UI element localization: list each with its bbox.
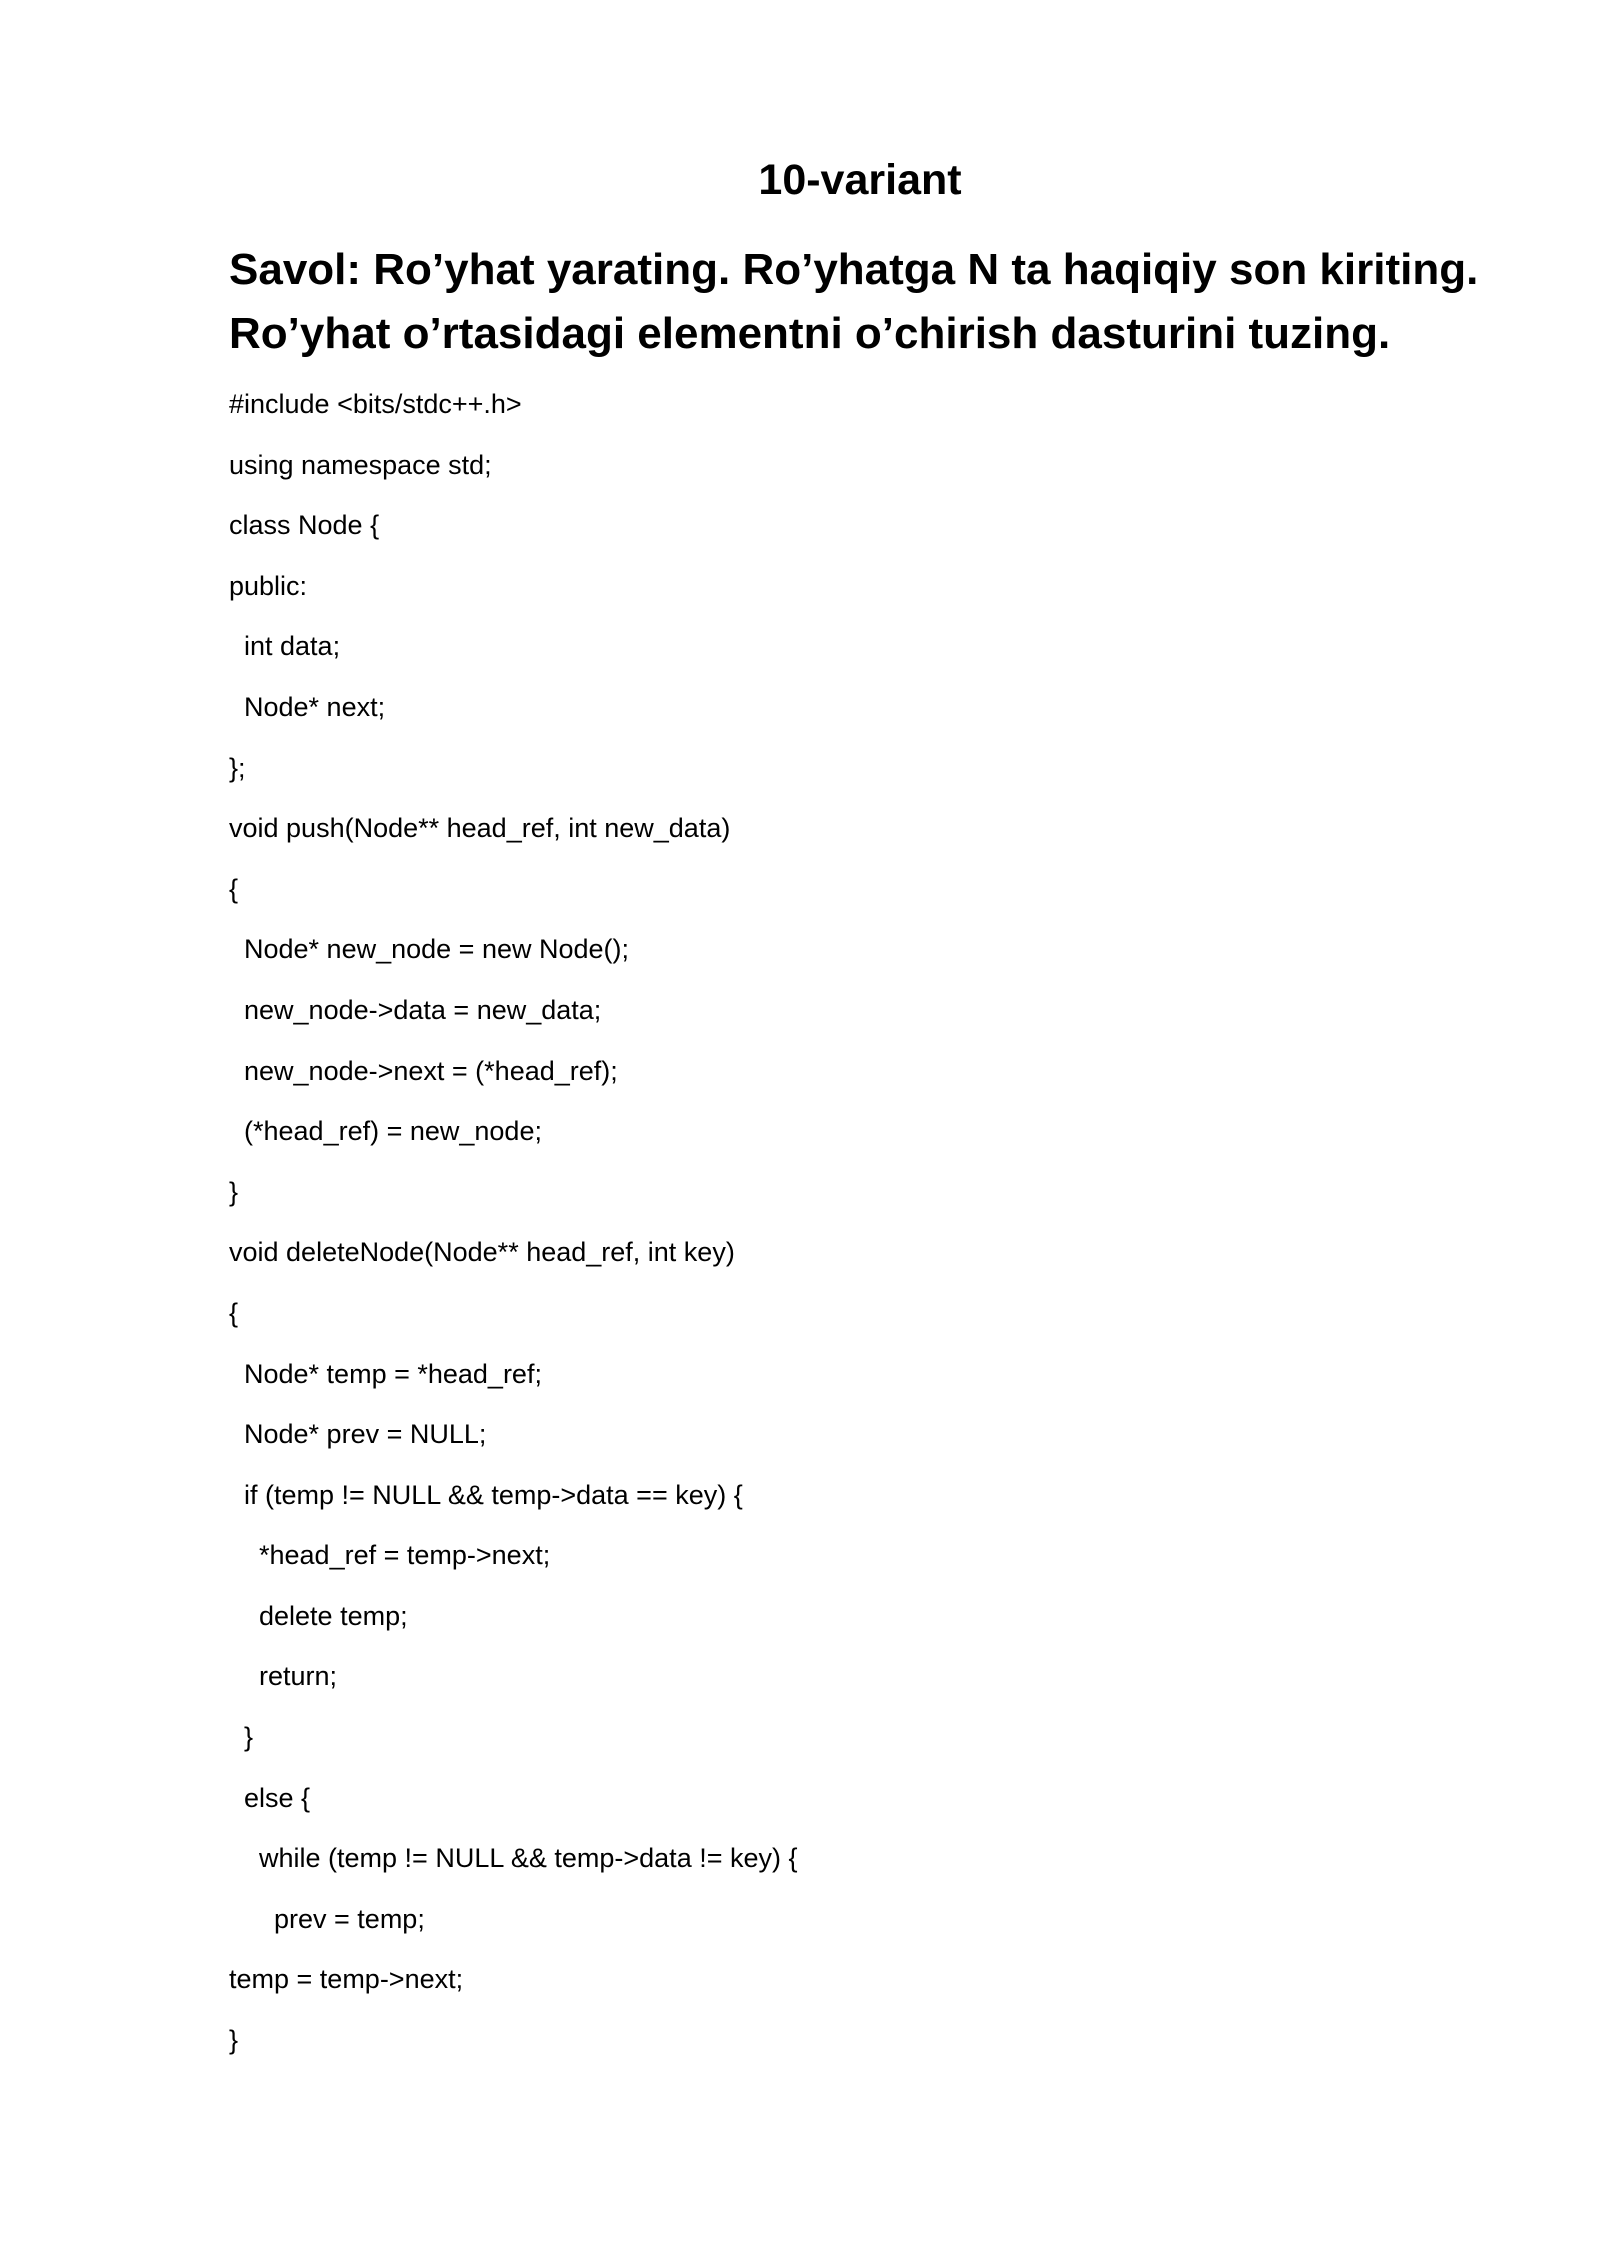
code-line: else { (229, 1782, 311, 1813)
code-line: delete temp; (229, 1600, 408, 1631)
code-line: Node* prev = NULL; (229, 1419, 487, 1450)
code-line: { (229, 873, 239, 904)
question-line: Savol: Ro’yhat yarating. Ro’yhatga N ta haqiqiy son kiriting. (229, 245, 1479, 294)
code-line: if (temp != NULL && temp->data == key) { (229, 1479, 743, 1510)
code-block (229, 381, 1429, 2078)
code-line: while (temp != NULL && temp->data != key) { (229, 1843, 798, 1874)
question-line: Ro’yhat o’rtasidagi elementni o’chirish dasturini tuzing. (229, 309, 1391, 358)
code-line: new_node->next = (*head_ref); (229, 1055, 618, 1086)
code-line: (*head_ref) = new_node; (229, 1116, 542, 1147)
code-line: }; (229, 752, 246, 783)
code-line: Node* next; (229, 691, 386, 722)
code-line: void push(Node** head_ref, int new_data) (229, 813, 731, 844)
code-line: prev = temp; (229, 1903, 425, 1934)
question-text (229, 238, 1489, 366)
code-line: return; (229, 1661, 338, 1692)
code-line: Node* temp = *head_ref; (229, 1358, 542, 1389)
code-line: temp = temp->next; (229, 1964, 464, 1995)
code-line: Node* new_node = new Node(); (229, 934, 630, 965)
code-line: #include <bits/stdc++.h> (229, 389, 522, 419)
code-line: new_node->data = new_data; (229, 994, 602, 1025)
code-line: *head_ref = temp->next; (229, 1540, 551, 1571)
code-line: using namespace std; (229, 449, 492, 480)
code-line: } (229, 2025, 239, 2056)
code-line: } (229, 1176, 239, 1207)
page-title: 10-variant (758, 156, 962, 204)
code-line: public: (229, 570, 308, 601)
code-line: void deleteNode(Node** head_ref, int key) (229, 1237, 735, 1268)
code-line: } (229, 1722, 254, 1753)
code-line: int data; (229, 631, 341, 662)
code-line: { (229, 1297, 239, 1328)
code-line: class Node { (229, 510, 380, 541)
